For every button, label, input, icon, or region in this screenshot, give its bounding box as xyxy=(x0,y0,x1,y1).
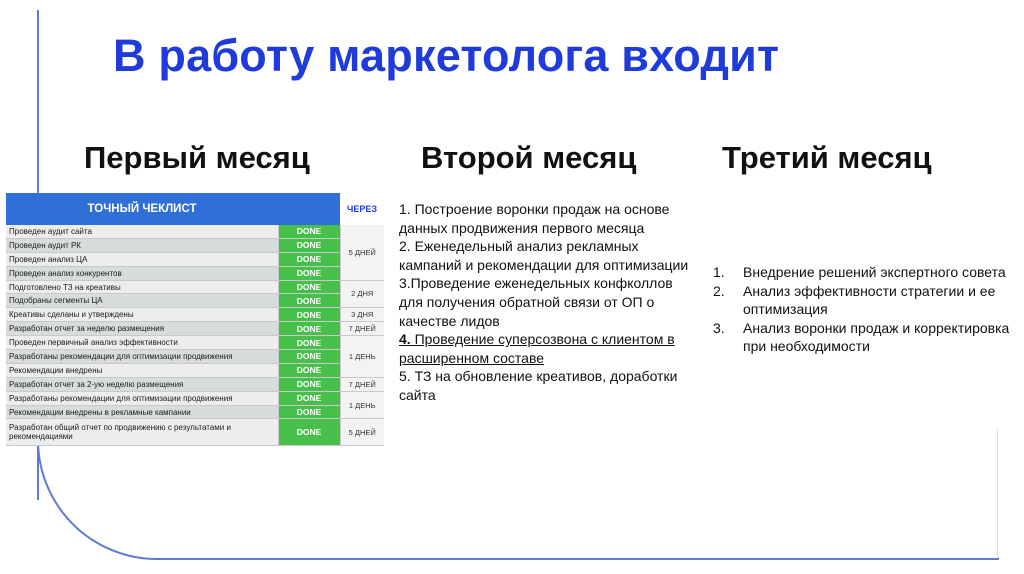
second-month-item: 5. ТЗ на обновление креативов, доработки сайта xyxy=(399,368,678,403)
item-text: Внедрение решений экспертного совета xyxy=(743,264,1006,280)
done-badge: DONE xyxy=(278,308,340,322)
item-number: 4. xyxy=(399,331,411,348)
checklist-task: Подобраны сегменты ЦА xyxy=(6,294,278,308)
checklist-task: Разработан общий отчет по продвижению с результатами и рекомендациями xyxy=(6,419,278,446)
via-cell: 5 ДНЕЙ xyxy=(340,225,384,280)
done-badge: DONE xyxy=(278,391,340,405)
item-number: 2. xyxy=(713,282,725,299)
item-text: Анализ воронки продаж и корректировка при необходимости xyxy=(743,319,1010,355)
checklist-task: Разработан отчет за неделю размещения xyxy=(6,322,278,336)
done-badge: DONE xyxy=(278,238,340,252)
second-month-item: 1. Построение воронки продаж на основе данных продвижения первого месяца xyxy=(399,201,670,236)
done-badge: DONE xyxy=(278,377,340,391)
via-cell: 1 ДЕНЬ xyxy=(340,336,384,378)
done-badge: DONE xyxy=(278,266,340,280)
second-month-heading: Второй месяц xyxy=(421,140,637,175)
via-cell: 3 ДНЯ xyxy=(340,308,384,322)
done-badge: DONE xyxy=(278,252,340,266)
right-faint-line xyxy=(927,430,998,558)
item-number: 3. xyxy=(713,319,725,336)
third-month-item xyxy=(713,282,1018,319)
checklist-task: Проведен аудит РК xyxy=(6,238,278,252)
checklist-task: Разработаны рекомендации для оптимизации продвижения xyxy=(6,350,278,364)
checklist-header-spacer xyxy=(278,193,340,225)
done-badge: DONE xyxy=(278,280,340,294)
second-month-item-highlighted xyxy=(399,330,699,367)
done-badge: DONE xyxy=(278,294,340,308)
checklist-task: Проведен первичный анализ эффективности xyxy=(6,336,278,350)
via-cell: 2 ДНЯ xyxy=(340,280,384,308)
via-cell: 1 ДЕНЬ xyxy=(340,391,384,419)
via-cell: 5 ДНЕЙ xyxy=(340,419,384,446)
checklist-table xyxy=(6,193,384,446)
checklist-task: Креативы сделаны и утверждены xyxy=(6,308,278,322)
checklist-task: Разработан отчет за 2-ую неделю размещения xyxy=(6,377,278,391)
checklist-task: Проведен анализ ЦА xyxy=(6,252,278,266)
bottom-accent-curve xyxy=(37,440,999,560)
third-month-item xyxy=(713,319,1018,356)
third-month-list xyxy=(713,263,1018,356)
second-month-item: 2. Еженедельный анализ рекламных кампаний и рекомендации для оптимизации xyxy=(399,238,689,273)
done-badge: DONE xyxy=(278,336,340,350)
via-cell: 7 ДНЕЙ xyxy=(340,322,384,336)
third-month-item xyxy=(713,263,1018,282)
done-badge: DONE xyxy=(278,350,340,364)
item-text: Анализ эффективности стратегии и ее оптимизация xyxy=(743,282,996,318)
first-month-heading: Первый месяц xyxy=(84,140,310,175)
checklist-task: Разработаны рекомендации для оптимизации продвижения xyxy=(6,391,278,405)
checklist-task: Проведен анализ конкурентов xyxy=(6,266,278,280)
second-month-item: 3.Проведение еженедельных конфколлов для получения обратной связи от ОП о качестве лидов xyxy=(399,275,673,329)
slide-title: В работу маркетолога входит xyxy=(113,30,780,81)
third-month-heading: Третий месяц xyxy=(722,140,932,175)
via-header: ЧЕРЕЗ xyxy=(340,193,384,225)
item-number: 1. xyxy=(713,264,725,280)
checklist-task: Подготовлено ТЗ на креативы xyxy=(6,280,278,294)
done-badge: DONE xyxy=(278,225,340,238)
checklist-header: ТОЧНЫЙ ЧЕКЛИСТ xyxy=(6,193,278,225)
via-cell: 7 ДНЕЙ xyxy=(340,377,384,391)
checklist-task: Рекомендации внедрены xyxy=(6,363,278,377)
done-badge: DONE xyxy=(278,405,340,419)
done-badge: DONE xyxy=(278,419,340,446)
item-text: Проведение суперсозвона с клиентом в расширенном составе xyxy=(399,331,675,366)
done-badge: DONE xyxy=(278,363,340,377)
checklist-task: Рекомендации внедрены в рекламные кампании xyxy=(6,405,278,419)
second-month-list xyxy=(399,200,699,405)
done-badge: DONE xyxy=(278,322,340,336)
checklist-task: Проведен аудит сайта xyxy=(6,225,278,238)
